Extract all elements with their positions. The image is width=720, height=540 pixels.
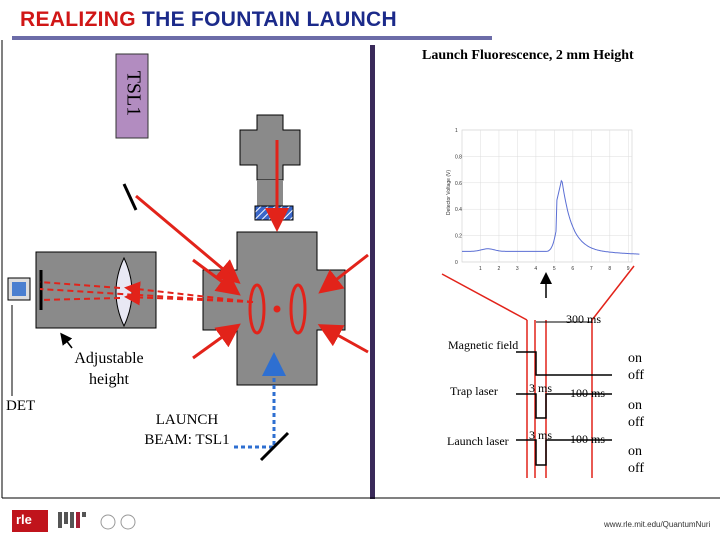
plot-ytick: 0.8 xyxy=(455,154,462,161)
fluorescence-title: Launch Fluorescence, 2 mm Height xyxy=(422,48,634,63)
top-mirror xyxy=(124,184,136,210)
seal-2 xyxy=(121,515,135,529)
atom-cloud xyxy=(274,306,281,313)
onoff-trap: on off xyxy=(628,398,645,430)
tsl1-label: TSL1 xyxy=(122,70,145,117)
plot-ylabel: Detector Voltage (V) xyxy=(446,169,452,215)
det-label: DET xyxy=(6,398,36,414)
launch-3ms: 3 ms xyxy=(529,428,553,442)
upper-chamber xyxy=(240,115,300,180)
panel-divider xyxy=(370,45,375,499)
launch-100ms: 100 ms xyxy=(570,432,606,446)
launch-beam-label: LAUNCH BEAM: TSL1 xyxy=(144,412,230,448)
plot-xtick: 3 xyxy=(515,266,519,272)
onoff-magnetic: on off xyxy=(628,351,645,383)
plot-xtick: 4 xyxy=(534,266,538,272)
beam-left-lower xyxy=(193,327,236,358)
onoff-launch: on off xyxy=(628,444,645,476)
footer-url[interactable]: www.rle.mit.edu/QuantumNuri xyxy=(604,520,711,529)
funnel-left xyxy=(442,274,527,320)
plot-xtick: 6 xyxy=(571,266,575,272)
plot-xtick: 5 xyxy=(552,266,556,272)
page-title: REALIZING THE FOUNTAIN LAUNCH xyxy=(20,8,397,31)
plot-xtick: 2 xyxy=(497,266,501,272)
magnetic-field-label: Magnetic field xyxy=(448,338,519,352)
window-hatch xyxy=(255,206,293,220)
beam-right-lower xyxy=(323,327,368,352)
chamber-neck xyxy=(257,180,283,206)
timing-total: 300 ms xyxy=(566,312,602,326)
trap-laser-label: Trap laser xyxy=(450,384,498,398)
rle-logo-text: rle xyxy=(16,512,32,527)
fluorescence-plot xyxy=(462,130,639,262)
plot-xtick: 9 xyxy=(626,266,630,272)
adjustable-arrow xyxy=(62,335,72,348)
seal-1 xyxy=(101,515,115,529)
trap-100ms: 100 ms xyxy=(570,386,606,400)
plot-ytick: 0 xyxy=(455,260,458,266)
adjustable-height-label: Adjustable height xyxy=(74,350,144,388)
launch-laser-label: Launch laser xyxy=(447,434,509,448)
plot-xtick: 7 xyxy=(589,266,593,272)
plot-ytick: 1 xyxy=(455,128,458,134)
plot-ytick: 0.2 xyxy=(455,233,462,240)
trap-3ms: 3 ms xyxy=(529,381,553,395)
plot-ytick: 0.4 xyxy=(455,207,462,214)
plot-xtick: 8 xyxy=(608,266,612,272)
det-sensor xyxy=(12,282,26,296)
plot-xtick: 1 xyxy=(478,266,482,272)
plot-ytick: 0.6 xyxy=(455,180,462,187)
mit-logo xyxy=(58,512,86,528)
